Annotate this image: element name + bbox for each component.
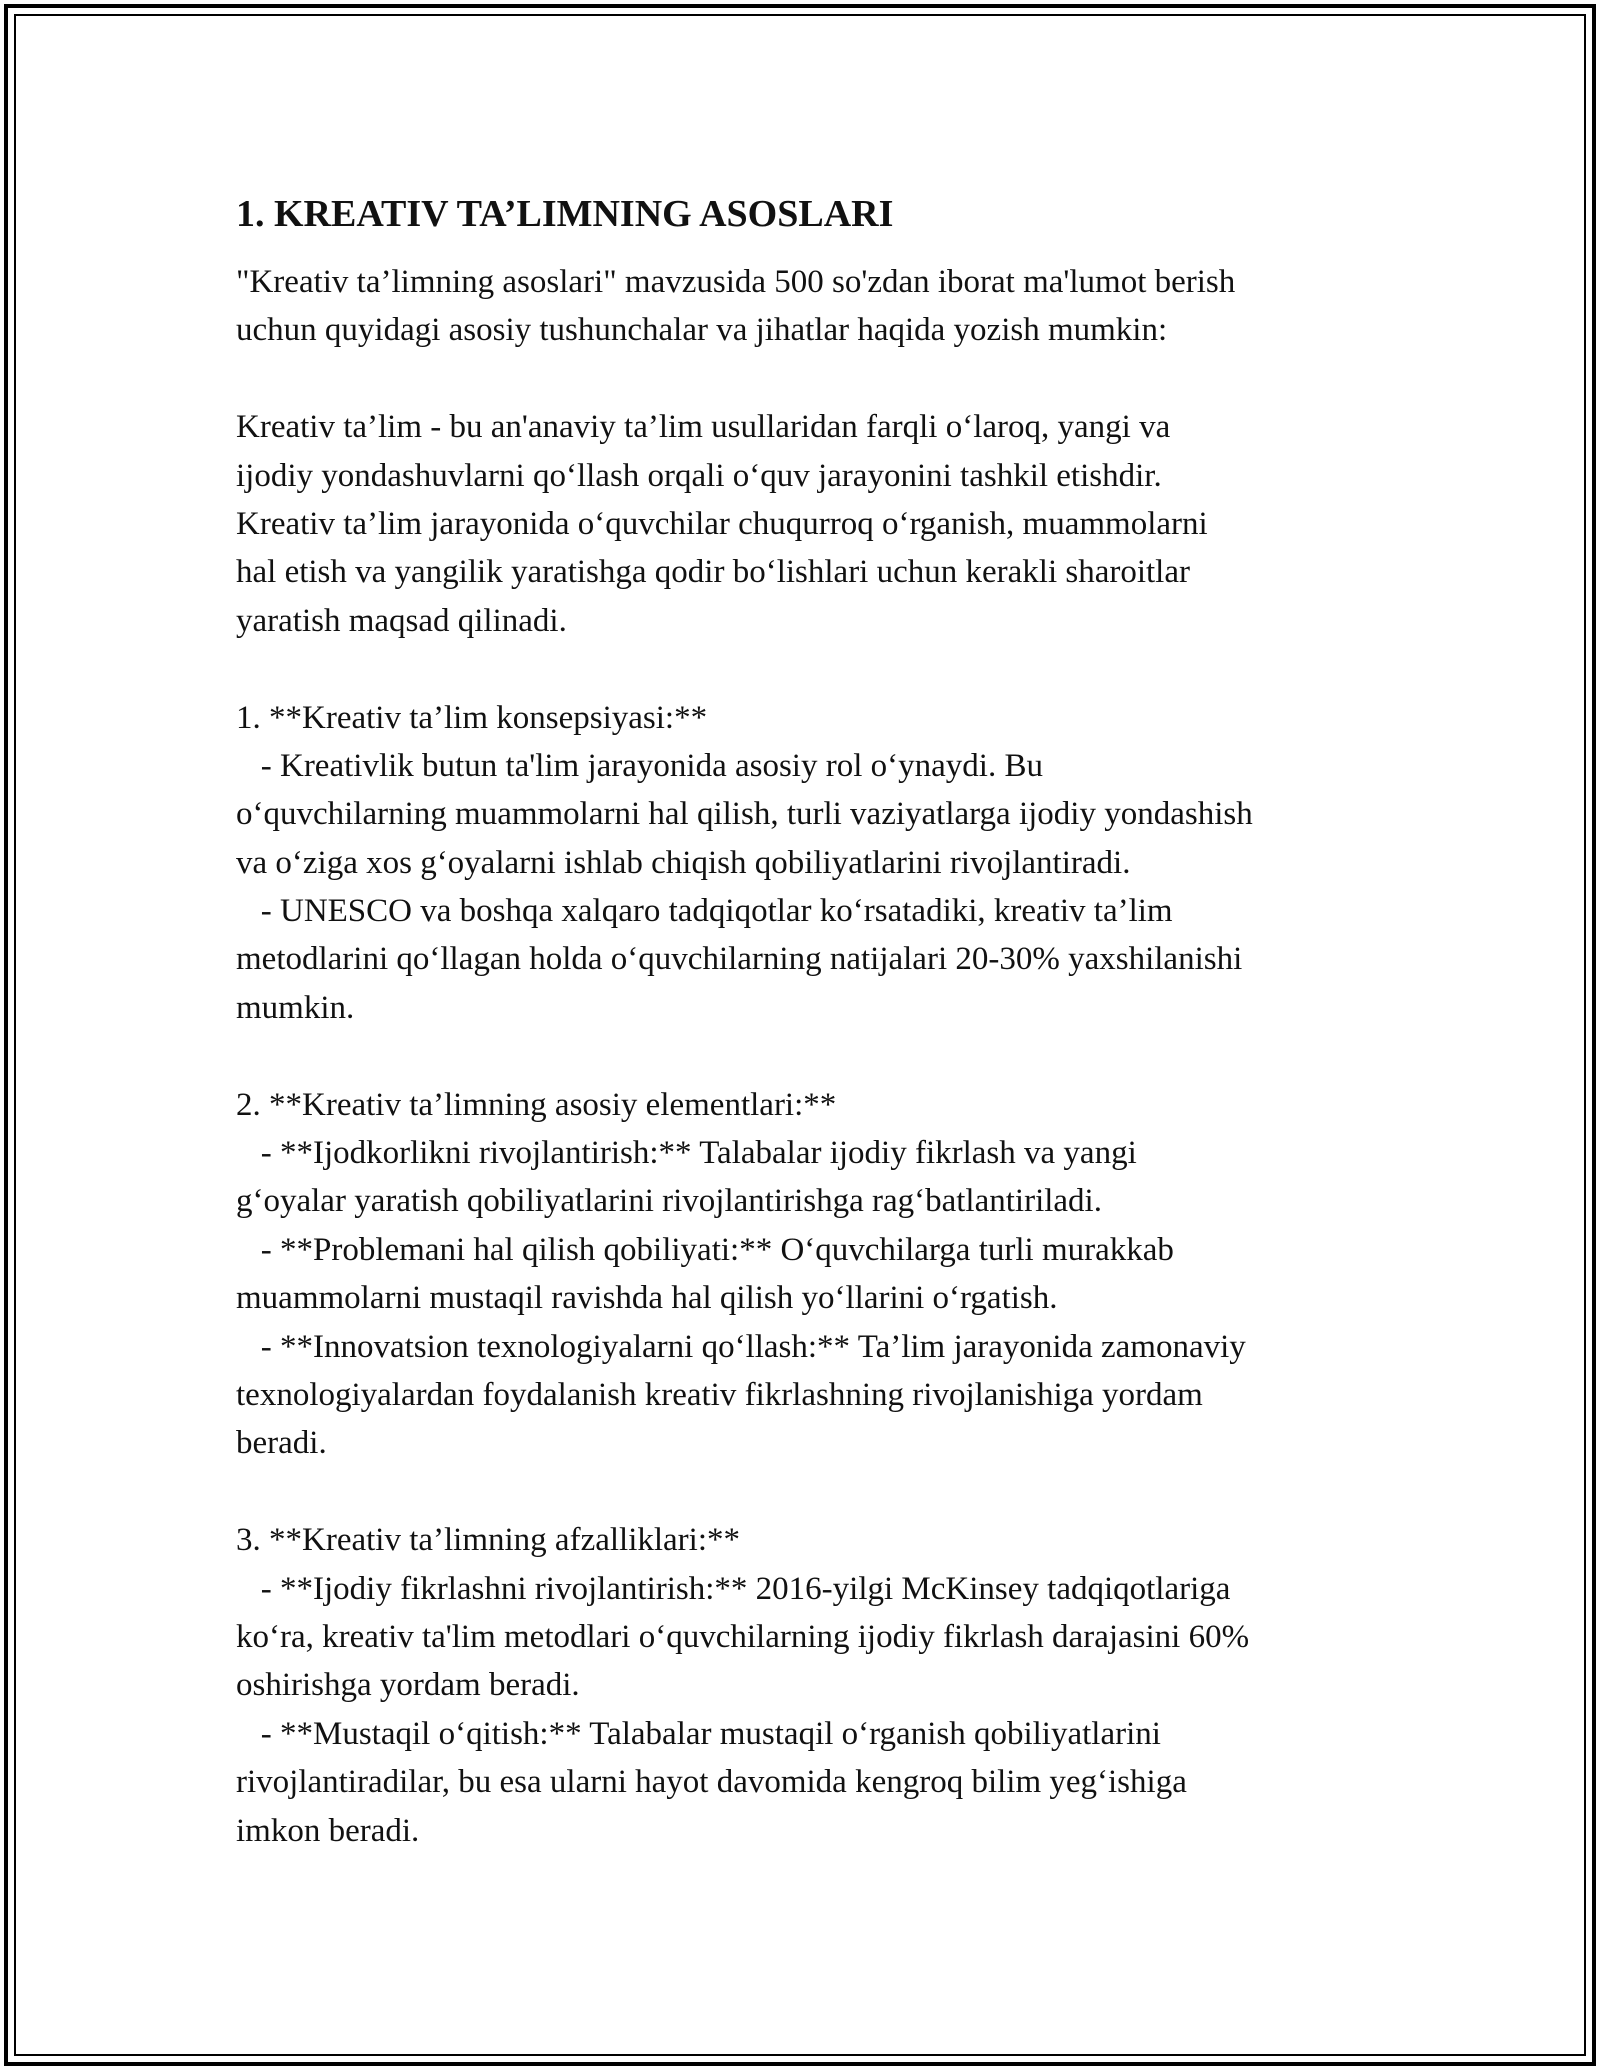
text-line: - **Mustaqil o‘qitish:** Talabalar mustaqil o‘rganish qobiliyatlarini <box>236 1715 1161 1752</box>
list-heading: 2. **Kreativ ta’limning asosiy elementlari:** <box>236 1086 837 1123</box>
text-line: - **Problemani hal qilish qobiliyati:** O‘quvchilarga turli murakkab <box>236 1231 1174 1268</box>
text-line: texnologiyalardan foydalanish kreativ fikrlashning rivojlanishiga yordam <box>236 1376 1203 1413</box>
text-line: ijodiy yondashuvlarni qo‘llash orqali o‘quv jarayonini tashkil etishdir. <box>236 457 1162 494</box>
text-line: o‘quvchilarning muammolarni hal qilish, turli vaziyatlarga ijodiy yondashish <box>236 796 1253 833</box>
section-heading: 1. KREATIV TA’LIMNING ASOSLARI <box>236 193 894 235</box>
list-heading: 1. **Kreativ ta’lim konsepsiyasi:** <box>236 699 708 736</box>
text-line: uchun quyidagi asosiy tushunchalar va jihatlar haqida yozish mumkin: <box>236 312 1168 349</box>
blank-line <box>236 1032 1396 1080</box>
text-line: metodlarini qo‘llagan holda o‘quvchilarning natijalari 20-30% yaxshilanishi <box>236 941 1243 978</box>
text-line: ko‘ra, kreativ ta'lim metodlari o‘quvchilarning ijodiy fikrlash darajasini 60% <box>236 1618 1250 1655</box>
text-line: beradi. <box>236 1425 327 1462</box>
text-line: - **Ijodkorlikni rivojlantirish:** Talabalar ijodiy fikrlash va yangi <box>236 1135 1137 1172</box>
text-line: mumkin. <box>236 989 355 1026</box>
text-line: oshirishga yordam beradi. <box>236 1667 580 1704</box>
blank-line <box>236 1468 1396 1516</box>
text-line: - Kreativlik butun ta'lim jarayonida asosiy rol o‘ynaydi. Bu <box>236 747 1043 784</box>
text-line: muammolarni mustaqil ravishda hal qilish yo‘llarini o‘rgatish. <box>236 1280 1058 1317</box>
text-line: Kreativ ta’lim jarayonida o‘quvchilar chuqurroq o‘rganish, muammolarni <box>236 505 1208 542</box>
blank-line <box>236 355 1396 403</box>
text-line: rivojlantiradilar, bu esa ularni hayot davomida kengroq bilim yeg‘ishiga <box>236 1764 1187 1801</box>
text-line: "Kreativ ta’limning asoslari" mavzusida 500 so'zdan iborat ma'lumot berish <box>236 264 1236 300</box>
definition-paragraph <box>236 403 1396 645</box>
list-section-3 <box>236 1516 1396 1855</box>
text-line: - **Innovatsion texnologiyalarni qo‘llash:** Ta’lim jarayonida zamonaviy <box>236 1328 1246 1365</box>
text-line: Kreativ ta’lim - bu an'anaviy ta’lim usullaridan farqli o‘laroq, yangi va <box>236 409 1171 446</box>
text-line: g‘oyalar yaratish qobiliyatlarini rivojlantirishga rag‘batlantiriladi. <box>236 1183 1102 1220</box>
text-line: hal etish va yangilik yaratishga qodir bo‘lishlari uchun kerakli sharoitlar <box>236 554 1190 591</box>
list-heading: 3. **Kreativ ta’limning afzalliklari:** <box>236 1522 741 1559</box>
list-section-1 <box>236 694 1396 1033</box>
text-line: imkon beradi. <box>236 1812 420 1849</box>
text-line: va o‘ziga xos g‘oyalarni ishlab chiqish qobiliyatlarini rivojlantiradi. <box>236 844 1131 881</box>
intro-paragraph <box>236 258 1396 355</box>
text-line: yaratish maqsad qilinadi. <box>236 602 567 639</box>
text-line: - **Ijodiy fikrlashni rivojlantirish:** 2016-yilgi McKinsey tadqiqotlariga <box>236 1570 1231 1607</box>
list-section-2 <box>236 1081 1396 1468</box>
document-body <box>236 184 1396 1855</box>
blank-line <box>236 645 1396 693</box>
text-line: - UNESCO va boshqa xalqaro tadqiqotlar ko‘rsatadiki, kreativ ta’lim <box>236 893 1173 930</box>
